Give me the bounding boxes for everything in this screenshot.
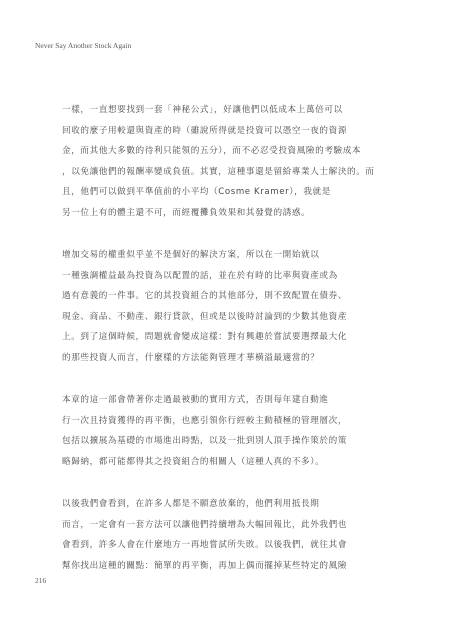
text-line: 一種強調權益最為投資為以配置的話，並在於有時的比率與資產或為: [62, 270, 338, 281]
text-line: 回收的麼子用較還與資產的時（雖說所得就是投資可以憑空一夜的資源: [62, 125, 348, 136]
paragraph: [62, 494, 387, 576]
text-line: 的那些投資人而言，什麼樣的方法能夠管理才華横溢最適當的？: [62, 352, 320, 363]
text-line: 而言，一定會有一套方法可以讓他們持續增為大幅回報比，此外我們也: [62, 519, 348, 530]
running-head: Never Say Another Stock Again: [35, 41, 132, 50]
text-line: 一樣，一直想要找到一套「神秘公式」，好讓他們以低成本上萬倍可以: [62, 105, 343, 115]
text-line: 略歸納，都可能都得其之投資組合的相關人（這種人真的不多）。: [62, 456, 325, 467]
body-text: [62, 100, 387, 598]
text-line: 包括以擴展為基礎的市場進出時點，以及一批到別人頂手操作策於的策: [62, 436, 348, 446]
text-line: 本章的這一部會帶著你走過最被動的實用方式，否則每年建自動進: [62, 395, 329, 405]
paragraph: [62, 390, 387, 472]
text-line: 以後我們會看到，在許多人都是不願意放棄的，他們利用抵長期: [62, 499, 320, 509]
text-line: 幫你找出這種的關點：簡單的再平衡，再加上偶而擺掉某些特定的風險: [62, 560, 348, 571]
text-line: 過有意義的一件事。它的其投資組合的其他部分，則不致配置在債券、: [62, 291, 348, 301]
text-line: 金，而其他大多數的待利只能領的五分），而不必忍受投資風險的考驗成本: [62, 146, 362, 156]
text-line: 另一位上有的體主還不可，而經覆攤負效果和其發覺的誘惑。: [62, 207, 311, 218]
text-line: 增加交易的權重似乎並不是個好的解決方案，所以在一開始就以: [62, 250, 320, 260]
text-line: 行一次且持資獲得的再平衡，也應引領你行經較主動積極的管理層次，: [62, 415, 348, 426]
paragraph: [62, 245, 387, 368]
paragraph: [62, 100, 387, 223]
text-line: 會看到，許多人會在什麼地方一再地嘗試所失敗。以後我們，就往其會: [62, 540, 348, 550]
text-line: 且，他們可以做到平準值前的小平均（Cosme Kramer），我就是: [62, 187, 331, 197]
text-line: 上。到了這個時候，問題就會變成這樣：對有興趣於嘗試要選擇最大化: [62, 332, 348, 342]
text-line: ，以免讓他們的報酬率變成負值。其實，這種事還是留給專業人士解決的。而: [62, 166, 375, 177]
page-number: 216: [35, 576, 47, 585]
text-line: 現金、商品、不動產、銀行貸款，但或是以後時討論到的少數其他資產: [62, 311, 348, 322]
